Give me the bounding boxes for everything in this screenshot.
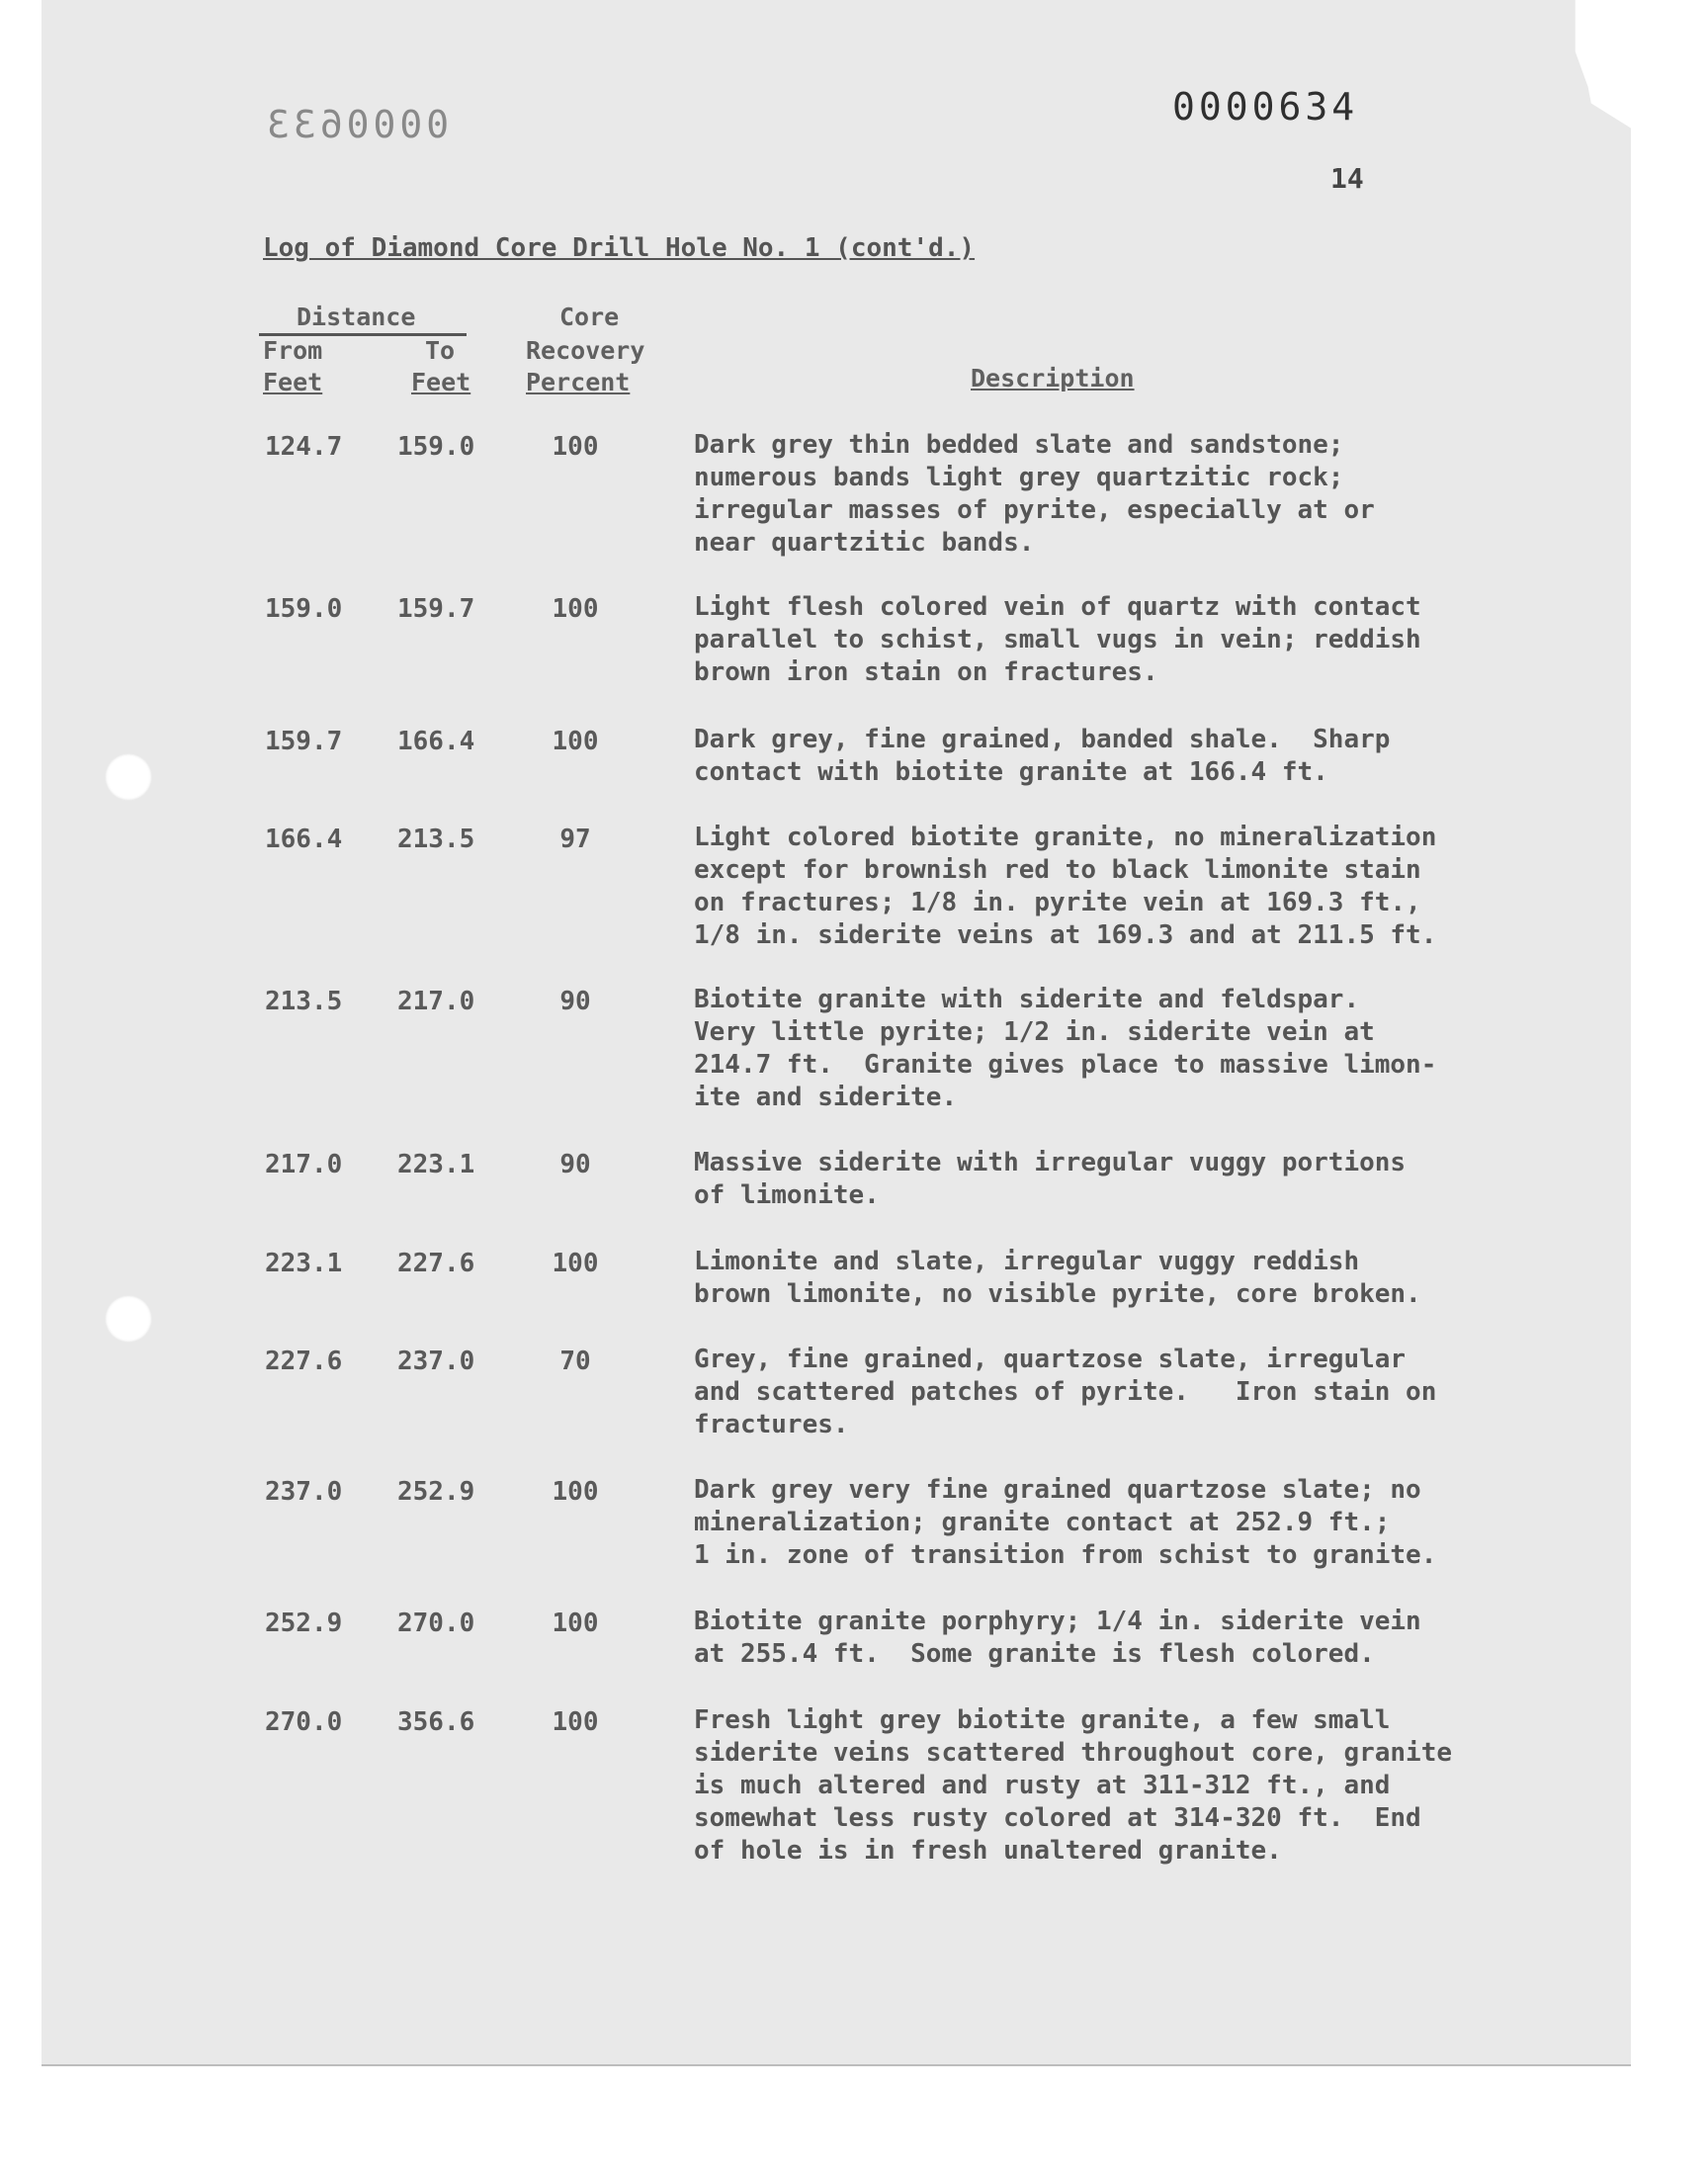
row-description: Dark grey very fine grained quartzose slate; no mineralization; granite contact at 252.9 ft.; 1 in. zone of transition from schist to granite.: [694, 1475, 1437, 1570]
row-to: 227.6: [397, 1249, 475, 1278]
row-to: 159.0: [397, 432, 475, 462]
mirrored-stamp-number: 0000633: [263, 103, 450, 146]
row-description: Dark grey, fine grained, banded shale. Sharp contact with biotite granite at 166.4 ft.: [694, 725, 1391, 787]
row-description: Dark grey thin bedded slate and sandstone; numerous bands light grey quartzitic rock; irregular masses of pyrite, especially at or near quartzitic bands.: [694, 430, 1375, 558]
row-recovery: 100: [552, 1609, 599, 1638]
row-to: 270.0: [397, 1609, 475, 1638]
page-number: 14: [1330, 162, 1364, 195]
row-to: 237.0: [397, 1347, 475, 1376]
row-to: 252.9: [397, 1477, 475, 1507]
header-percent: Percent: [526, 368, 631, 396]
row-recovery: 97: [559, 825, 591, 854]
row-from: 252.9: [265, 1609, 343, 1638]
row-recovery: 100: [552, 1249, 599, 1278]
row-to: 166.4: [397, 727, 475, 756]
log-title: Log of Diamond Core Drill Hole No. 1 (cont'd.): [263, 233, 976, 263]
row-to: 159.7: [397, 594, 475, 624]
row-recovery: 100: [552, 594, 599, 624]
document-number-stamp: 0000634: [1172, 85, 1359, 129]
row-from: 217.0: [265, 1150, 343, 1179]
row-from: 223.1: [265, 1249, 343, 1278]
row-to: 356.6: [397, 1707, 475, 1737]
row-recovery: 100: [552, 1707, 599, 1737]
row-from: 227.6: [265, 1347, 343, 1376]
row-to: 223.1: [397, 1150, 475, 1179]
header-recovery: Recovery: [526, 336, 645, 365]
header-to: To: [425, 336, 456, 365]
row-recovery: 100: [552, 1477, 599, 1507]
row-from: 213.5: [265, 987, 343, 1016]
header-core: Core: [559, 303, 620, 331]
header-from: From: [263, 336, 323, 365]
row-description: Light flesh colored vein of quartz with contact parallel to schist, small vugs in vein; reddish brown iron stain on fractures.: [694, 592, 1421, 687]
row-from: 237.0: [265, 1477, 343, 1507]
row-to: 217.0: [397, 987, 475, 1016]
row-description: Grey, fine grained, quartzose slate, irregular and scattered patches of pyrite. Iron stain on fractures.: [694, 1345, 1437, 1439]
row-recovery: 90: [559, 987, 591, 1016]
row-from: 159.7: [265, 727, 343, 756]
row-description: Limonite and slate, irregular vuggy reddish brown limonite, no visible pyrite, core broken.: [694, 1247, 1421, 1309]
header-distance: Distance: [297, 303, 416, 331]
row-recovery: 100: [552, 432, 599, 462]
header-feet-from: Feet: [263, 368, 323, 396]
row-from: 166.4: [265, 825, 343, 854]
row-description: Massive siderite with irregular vuggy portions of limonite.: [694, 1148, 1407, 1210]
row-from: 270.0: [265, 1707, 343, 1737]
header-feet-to: Feet: [411, 368, 471, 396]
row-from: 159.0: [265, 594, 343, 624]
row-description: Biotite granite porphyry; 1/4 in. siderite vein at 255.4 ft. Some granite is flesh colored.: [694, 1607, 1421, 1669]
row-description: Biotite granite with siderite and feldspar. Very little pyrite; 1/2 in. siderite vein at 214.7 ft. Granite gives place to massive limon- ite and siderite.: [694, 985, 1437, 1112]
row-from: 124.7: [265, 432, 343, 462]
row-recovery: 70: [559, 1347, 591, 1376]
row-recovery: 100: [552, 727, 599, 756]
row-description: Fresh light grey biotite granite, a few small siderite veins scattered throughout core, granite is much altered and rusty at 311-312 ft., and somewhat less rusty colored at 314-320 ft. End of hole is in fresh unaltered granite.: [694, 1705, 1453, 1866]
row-description: Light colored biotite granite, no mineralization except for brownish red to black limonite stain on fractures; 1/8 in. pyrite vein at 169.3 ft., 1/8 in. siderite veins at 169.3 and at 211.5 ft.: [694, 823, 1437, 950]
row-to: 213.5: [397, 825, 475, 854]
header-description: Description: [971, 364, 1135, 392]
row-recovery: 90: [559, 1150, 591, 1179]
